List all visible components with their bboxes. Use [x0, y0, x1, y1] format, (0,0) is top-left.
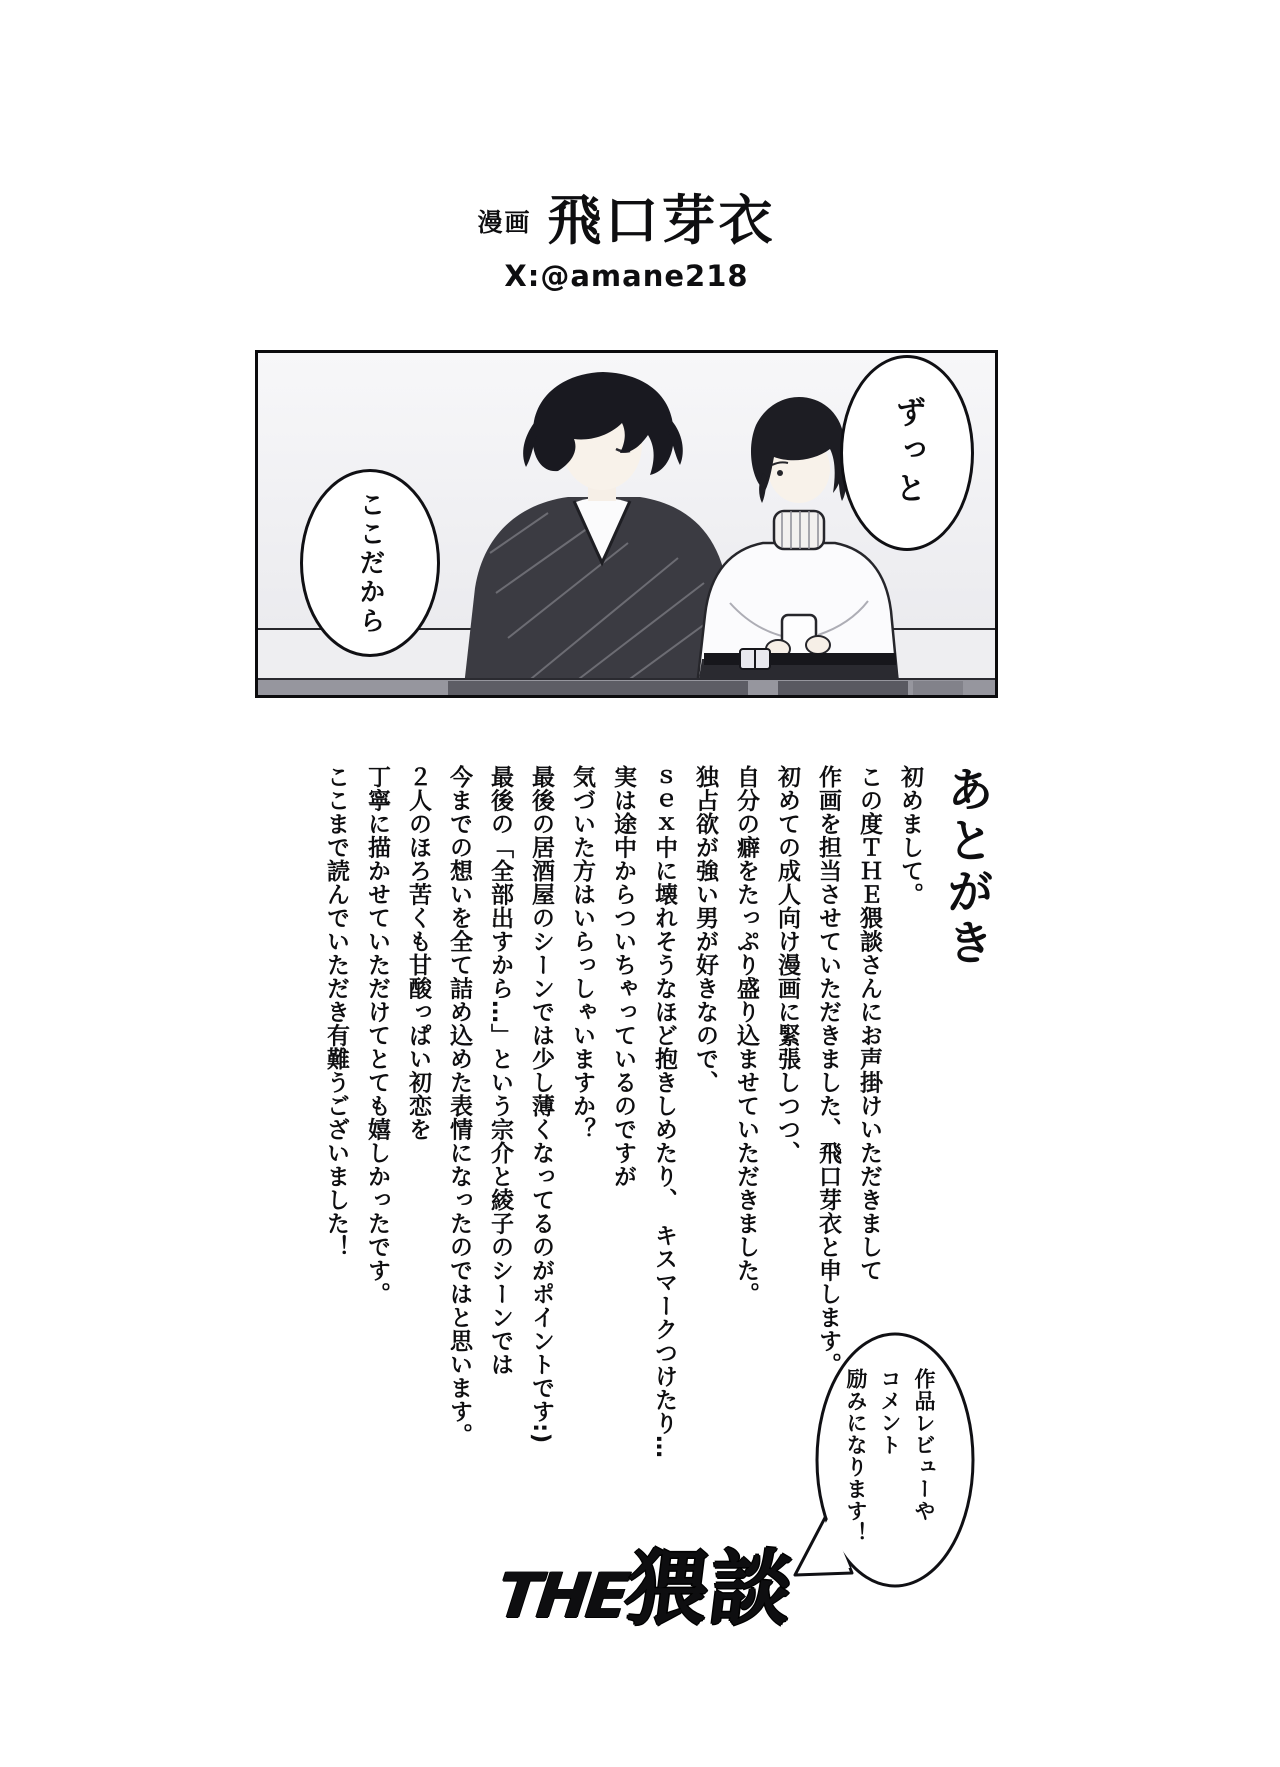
- review-bubble-text: [832, 1368, 934, 1608]
- speech-bubble-right: [840, 355, 974, 551]
- logo-the-text: THE: [493, 1559, 631, 1632]
- afterword-paragraph: 作画を担当させていただきました、飛口芽衣と申します。: [815, 765, 841, 1376]
- review-bubble: [700, 1330, 1020, 1680]
- afterword-paragraph: 初めまして。: [897, 765, 923, 906]
- afterword-paragraph: ２人のほろ苦くも甘酸っぱい初恋を: [405, 765, 431, 1141]
- afterword-heading: あとがき: [939, 765, 994, 969]
- manga-panel: [255, 350, 998, 698]
- afterword-paragraph: 丁寧に描かせていただけてとても嬉しかったです。: [364, 765, 390, 1306]
- afterword-paragraph: 今までの想いを全て詰め込めた表情になったのではと思います。: [446, 765, 472, 1447]
- afterword-paragraph: この度ＴＨＥ猥談さんにお声掛けいただきまして: [856, 765, 882, 1282]
- credit-label: 漫画: [477, 208, 532, 237]
- speech-bubble-left-text: ここだから: [355, 490, 385, 636]
- afterword-paragraph: ここまで読んでいただき有難うございました！: [323, 765, 349, 1259]
- social-handle: X:@amane218: [504, 259, 749, 293]
- afterword-paragraph: 独占欲が強い男が好きなので、: [692, 765, 718, 1094]
- artist-name: 飛口芽衣: [547, 189, 776, 252]
- afterword-paragraph: ｓｅｘ中に壊れそうなほど抱きしめたり、 キスマークつけたり…: [651, 765, 677, 1459]
- afterword-paragraph: 自分の癖をたっぷり盛り込ませていただきました。: [733, 765, 759, 1306]
- credit-line: [255, 178, 998, 255]
- afterword-paragraph: 初めての成人向け漫画に緊張しつつ、: [774, 765, 800, 1165]
- afterword-paragraph: 最後の居酒屋のシーンでは少し薄くなってるのがポイントです:): [528, 765, 554, 1444]
- review-bubble-line: コメント: [878, 1368, 902, 1456]
- afterword-paragraph: 最後の「全部出すから…」という宗介と綾子のシーンでは: [487, 765, 513, 1376]
- afterword-paragraph: 気づいた方はいらっしゃいますか？: [569, 765, 595, 1141]
- logo-wadan-text: 猥談: [620, 1542, 799, 1637]
- artist-credit-block: [255, 178, 998, 293]
- afterword-paragraph: 実は途中からついちゃっているのですが: [610, 765, 636, 1188]
- review-bubble-line: 作品レビューや: [912, 1368, 936, 1522]
- review-bubble-line: 励みになります！: [844, 1368, 868, 1544]
- speech-bubble-left: [300, 469, 440, 657]
- speech-bubble-right-text: ずっと: [889, 396, 926, 510]
